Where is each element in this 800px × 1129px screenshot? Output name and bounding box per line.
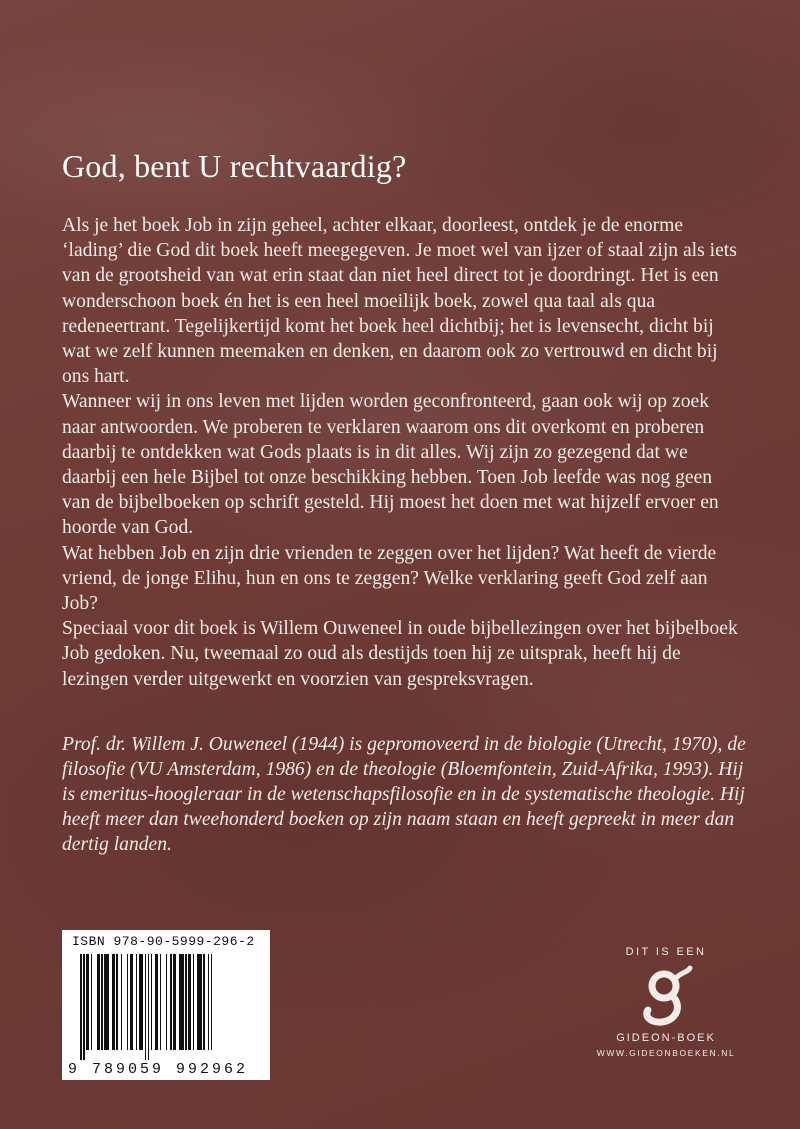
blurb-paragraph: Wat hebben Job en zijn drie vrienden te zeggen over het lijden? Wat heeft de vierde vriend, de jonge Elihu, hun en ons te zeggen? Welke verklaring geeft God zelf aan Job? <box>62 542 717 615</box>
isbn-label: ISBN 978-90-5999-296-2 <box>72 934 255 949</box>
barcode-bars <box>80 954 214 1060</box>
publisher-url: WWW.GIDEONBOEKEN.NL <box>596 1048 736 1058</box>
isbn-barcode <box>62 930 270 1080</box>
author-bio: Prof. dr. Willem J. Ouweneel (1944) is gepromoveerd in de biologie (Utrecht, 1970), de filosofie (VU Amsterdam, 1986) en de theologie (Bloemfontein, Zuid-Afrika, 1993). Hij is emeritus-hoogleraar in de wetenschapsfilosofie en in de systematische theologie. Hij heeft meer dan tweehonderd boeken op zijn naam staan en heeft gepreekt in meer dan dertig landen. <box>62 733 746 856</box>
publisher-name: GIDEON-BOEK <box>616 1032 716 1044</box>
gideon-g-logo-icon <box>638 964 694 1028</box>
blurb-paragraph: Als je het boek Job in zijn geheel, achter elkaar, doorleest, ontdek je de enorme ‘lading’ die God dit boek heeft meegegeven. Je moet wel van ijzer of staal zijn als iets van de grootsheid van wat erin staat dan niet heel direct tot je doordringt. Het is een wonderschoon boek én het is een heel moeilijk boek, zowel qua taal als qua redeneertrant. Tegelijkertijd komt het boek heel dichtbij; het is levensecht, dicht bij wat we zelf kunnen meemaken en denken, en daarom ook zo vertrouwd en dicht bij ons hart. <box>62 215 737 388</box>
blurb-paragraph: Speciaal voor dit boek is Willem Ouweneel in oude bijbellezingen over het bijbelboek Job gedoken. Nu, tweemaal zo oud als destijds toen hij ze uitsprak, heeft hij de lezingen verder uitgewerkt en voorzien van gespreksvragen. <box>62 618 738 690</box>
publisher-block <box>596 946 736 1058</box>
blurb-paragraph: Wanneer wij in ons leven met lijden worden geconfronteerd, gaan ook wij op zoek naar antwoorden. We proberen te verklaren waarom ons dit overkomt en proberen daarbij te ontdekken wat Gods plaats is in dit alles. Wij zijn zo gezegend dat we daarbij een hele Bijbel tot onze beschikking hebben. Toen Job leefde was nog geen van de bijbelboeken op schrift gesteld. Hij moest het doen met wat hijzelf ervoer en hoorde van God. <box>62 391 719 539</box>
publisher-tagline: DIT IS EEN <box>625 946 707 958</box>
blurb <box>62 213 742 692</box>
barcode-number: 9 789059 992962 <box>68 1061 249 1078</box>
book-title: God, bent U rechtvaardig? <box>62 148 407 184</box>
